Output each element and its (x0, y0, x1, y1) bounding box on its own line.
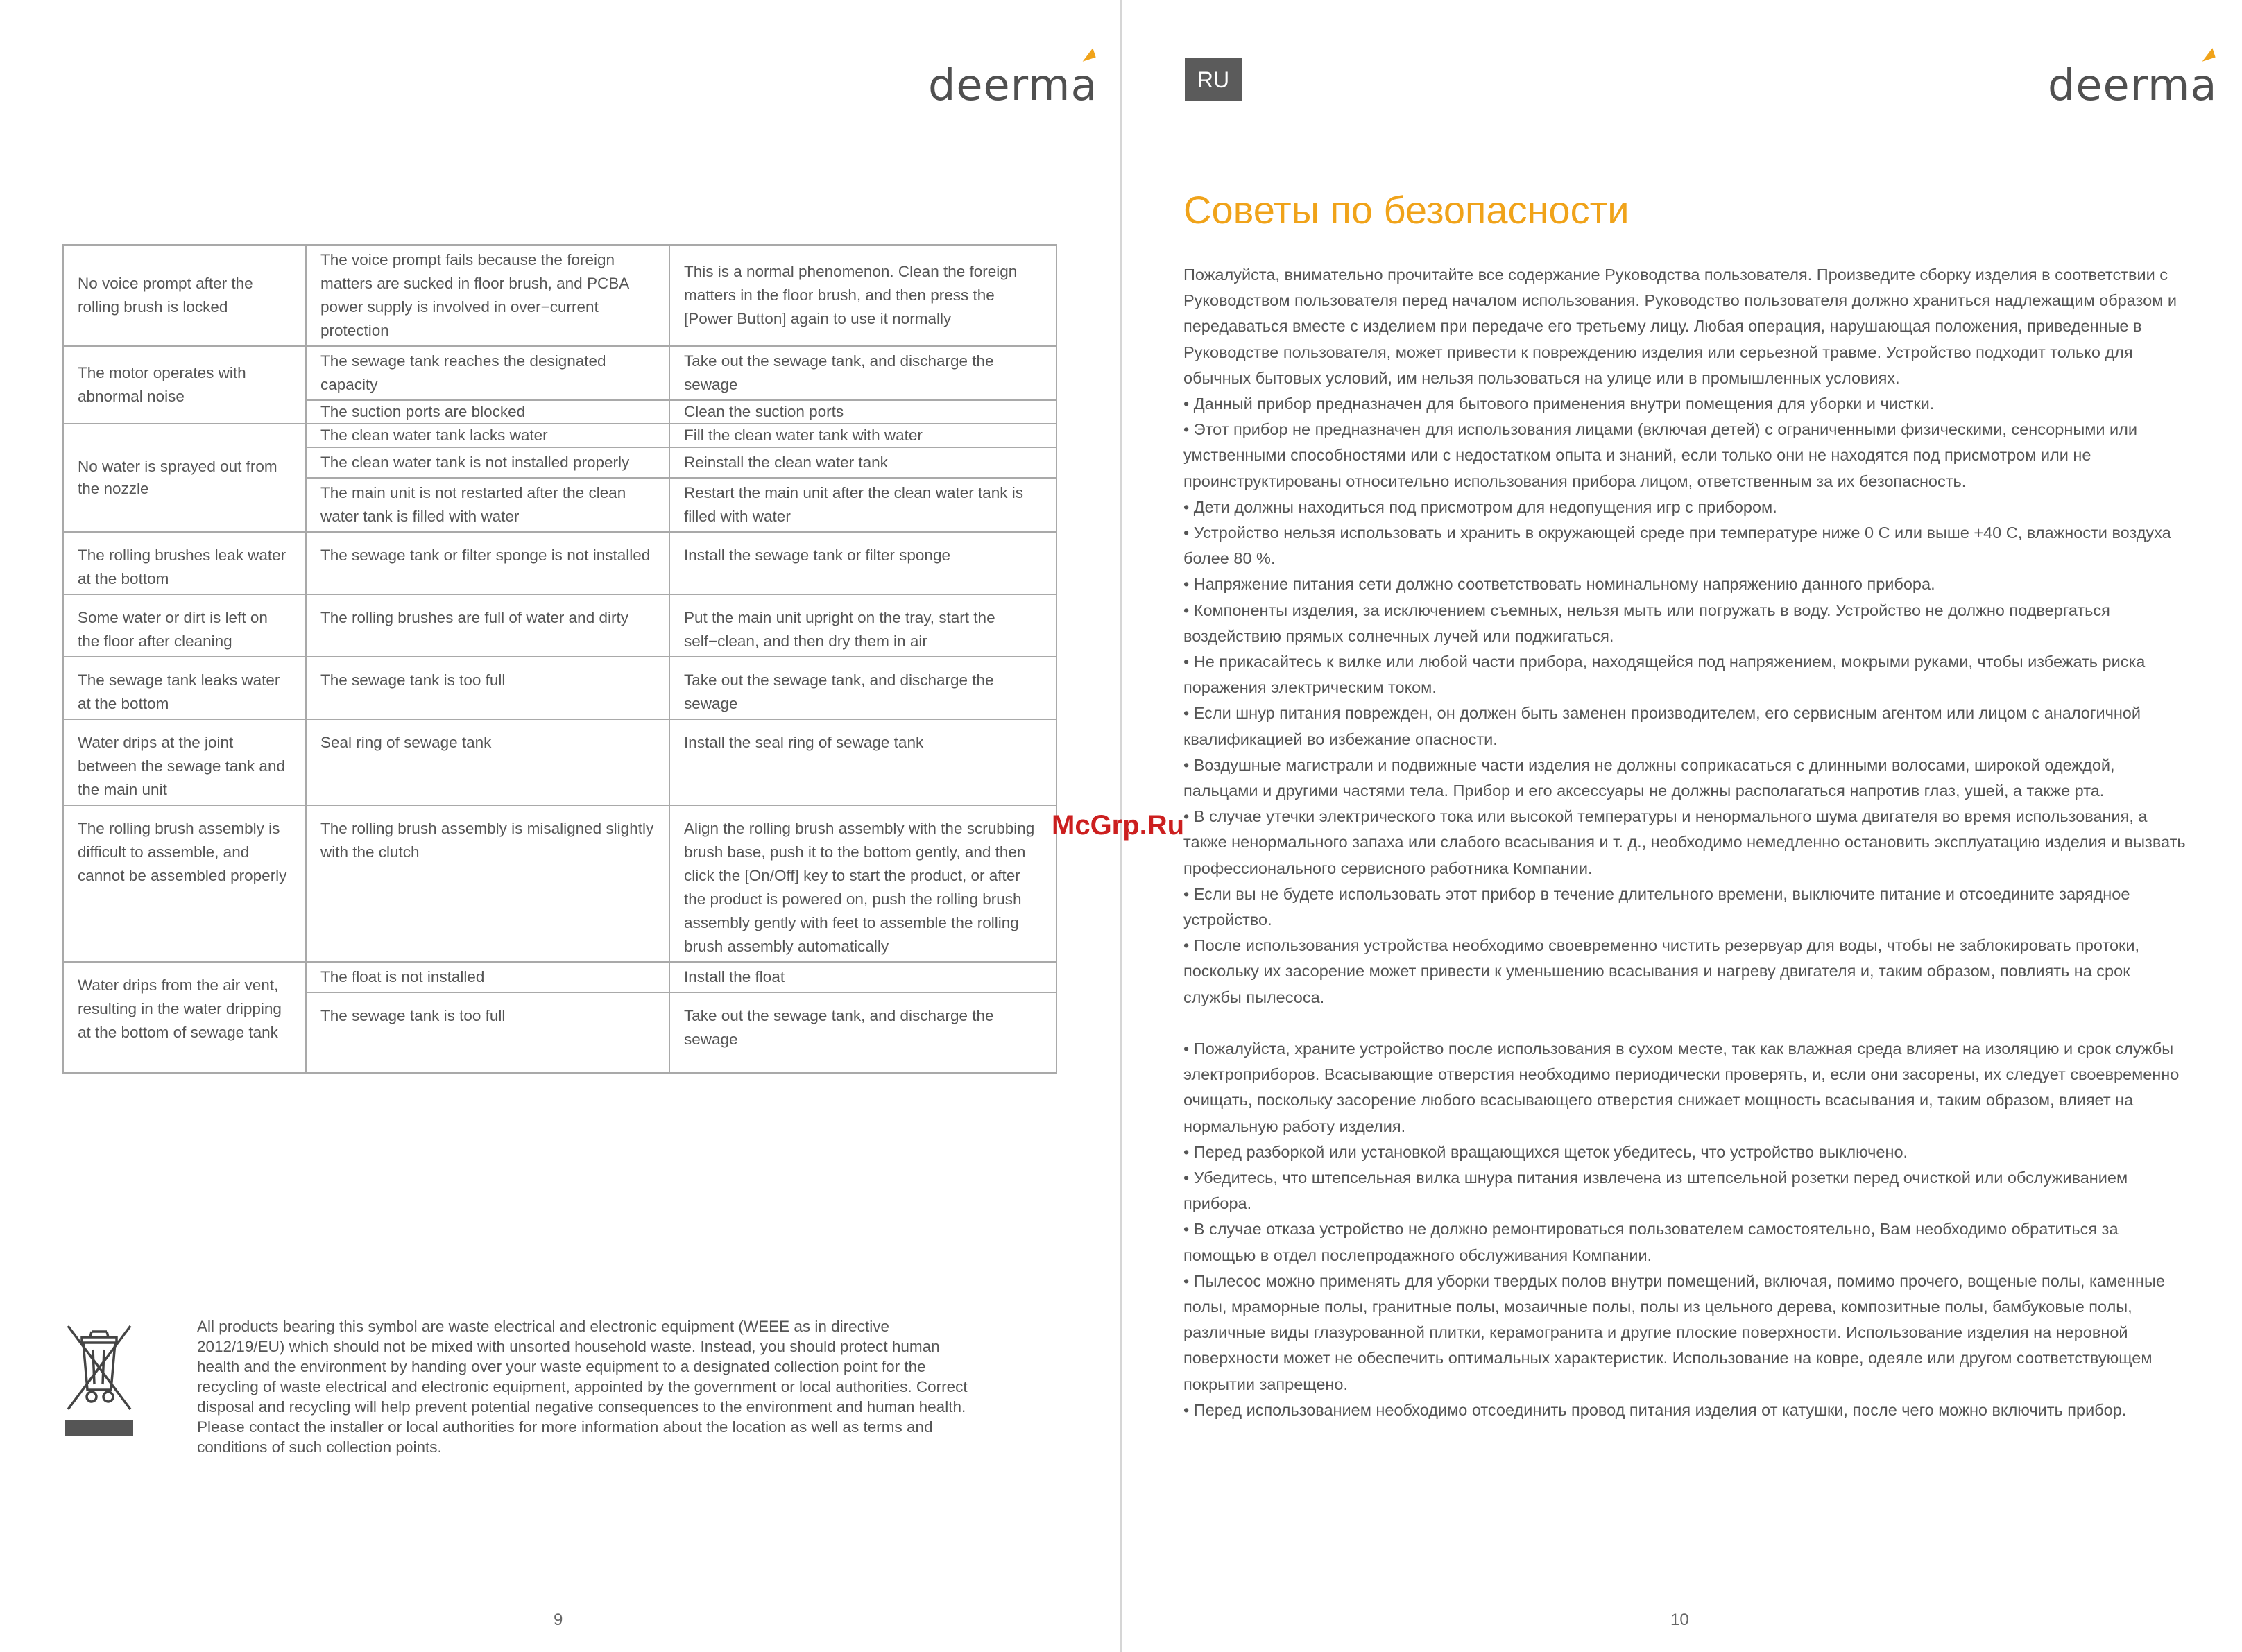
solution-cell: Fill the clean water tank with water (669, 424, 1056, 447)
symptom-cell: The rolling brushes leak water at the bottom (63, 532, 306, 594)
symptom-cell: Some water or dirt is left on the floor after cleaning (63, 594, 306, 657)
solution-cell: Put the main unit upright on the tray, start the self−clean, and then dry them in air (669, 594, 1056, 657)
paragraph: Пожалуйста, внимательно прочитайте все содержание Руководства пользователя. Произведите сборку изделия в соответствии с Руководством пользователя перед началом использования. Руководство пользователя должно храниться надлежащим образом и передаваться вместе с изделием при передаче его третьему лицу. Любая операция, нарушающая положения, приведенные в Руководстве пользователя, может привести к повреждению изделия или серьезной травме. Устройство подходит только для обычных бытовых условий, им нельзя пользоваться на улице или в промышленных условиях. (1183, 266, 2177, 387)
page-number: 9 (554, 1610, 563, 1629)
table-row (63, 805, 1056, 962)
page-number: 10 (1670, 1610, 1689, 1629)
watermark-link[interactable]: McGrp.Ru (1052, 810, 1185, 841)
bullet-item: • Если вы не будете использовать этот прибор в течение длительного времени, выключите питание и отсоедините зарядное устройство. (1183, 884, 2130, 929)
table-row (63, 532, 1056, 594)
brand-logo: deerma (2048, 60, 2217, 110)
solution-cell: Restart the main unit after the clean water tank is filled with water (669, 478, 1056, 532)
solution-cell: Take out the sewage tank, and discharge the sewage (669, 657, 1056, 719)
bullet-item: • В случае отказа устройство не должно ремонтироваться пользователем самостоятельно, Вам необходимо обратиться за помощью в отдел послепродажного обслуживания Компании. (1183, 1220, 2119, 1264)
solution-cell: Align the rolling brush assembly with the scrubbing brush base, push it to the bottom gently, and then click the [On/Off] key to start the product, or after the product is powered on, push the rolling brush assembly gently with feet to assemble the rolling brush assembly automatically (669, 805, 1056, 962)
cause-cell: The suction ports are blocked (306, 400, 669, 424)
bullet-item: • Пылесос можно применять для уборки твердых полов внутри помещений, включая, помимо прочего, вощеные полы, каменные полы, мраморные полы, гранитные полы, мозаичные полы, полы из цельного дерева, композитные полы, бамбуковые полы, различные виды глазурованной плитки, керамогранита и другие плоские поверхности. Использование изделия на неровной поверхности может не обеспечить оптимальных характеристик. Использование на ковре, одеяле или другом соответствующем покрытии запрещено. (1183, 1271, 2165, 1393)
table-row (63, 245, 1056, 346)
solution-cell: Clean the suction ports (669, 400, 1056, 424)
cause-cell: The sewage tank is too full (306, 657, 669, 719)
troubleshooting-table (62, 244, 1057, 1074)
cause-cell: The rolling brush assembly is misaligned slightly with the clutch (306, 805, 669, 962)
bullet-item: • Если шнур питания поврежден, он должен быть заменен производителем, его сервисным агентом или лицом с аналогичной квалификацией во избежание опасности. (1183, 704, 2141, 748)
solution-cell: Reinstall the clean water tank (669, 447, 1056, 478)
solution-cell: Install the seal ring of sewage tank (669, 719, 1056, 805)
cause-cell: The sewage tank or filter sponge is not installed (306, 532, 669, 594)
bullet-item: • Воздушные магистрали и подвижные части изделия не должны соприкасаться с длинными волосами, широкой одеждой, пальцами и другими частями тела. Прибор и его аксессуары не должны располагаться напротив глаз, ушей, а также рта. (1183, 755, 2115, 800)
paragraph-gap (1183, 1010, 2187, 1036)
bullet-item: • Этот прибор не предназначен для использования лицами (включая детей) с ограниченными физическими, сенсорными или умственными способностями или с недостатком опыта и знаний, если только они не находятся под присмотром или не проинструктированы относительно использования прибора лицом, ответственным за их безопасность. (1183, 420, 2137, 490)
symptom-cell: No water is sprayed out from the nozzle (63, 424, 306, 532)
solution-cell: Take out the sewage tank, and discharge the sewage (669, 992, 1056, 1073)
weee-notice: All products bearing this symbol are waste electrical and electronic equipment (WEEE as in directive 2012/19/EU) which should not be mixed with unsorted household waste. Instead, you should protect human health and the environment by handing over your waste equipment to a designated collection point for the recycling of waste electrical and electronic equipment, appointed by the government or local authorities. Correct disposal and recycling will help prevent potential negative consequences to the environment and human health. Please contact the installer or local authorities for more information about the location as well as terms and conditions of such collection points. (197, 1318, 968, 1456)
symptom-cell: Water drips from the air vent, resulting in the water dripping at the bottom of sewage tank (63, 962, 306, 1073)
cause-cell: The float is not installed (306, 962, 669, 992)
bullet-item: • Дети должны находиться под присмотром для недопущения игр с прибором. (1183, 497, 1777, 516)
bullet-item: • Пожалуйста, храните устройство после использования в сухом месте, так как влажная среда влияет на изоляцию и срок службы электроприборов. Всасывающие отверстия необходимо периодически проверять, и, если они засорены, их следует своевременно очищать, поскольку засорение любого всасывающего отверстия снижает мощность всасывания и, таким образом, влияет на нормальную работу изделия. (1183, 1039, 2180, 1135)
bullet-item: • Напряжение питания сети должно соответствовать номинальному напряжению данного прибора. (1183, 575, 1935, 594)
bullet-item: • Не прикасайтесь к вилке или любой части прибора, находящейся под напряжением, мокрыми руками, чтобы избежать риска поражения электрическим током. (1183, 653, 2146, 697)
cause-cell: The sewage tank is too full (306, 992, 669, 1073)
table-row (63, 424, 1056, 447)
section-title: Советы по безопасности (1183, 188, 1629, 232)
table-row (63, 962, 1056, 992)
symptom-cell: The sewage tank leaks water at the bottom (63, 657, 306, 719)
cause-cell: The rolling brushes are full of water and dirty (306, 594, 669, 657)
brand-logo: deerma (928, 60, 1097, 110)
bullet-item: • Компоненты изделия, за исключением съемных, нельзя мыть или погружать в воду. Устройство не должно подвергаться воздействию прямых солнечных лучей или поджигаться. (1183, 601, 2110, 645)
bullet-item: • Устройство нельзя использовать и хранить в окружающей среде при температуре ниже 0 С или выше +40 С, влажности воздуха более 80 %. (1183, 524, 2171, 568)
table-row (63, 657, 1056, 719)
solution-cell: Take out the sewage tank, and discharge the sewage (669, 346, 1056, 400)
bullet-item: • После использования устройства необходимо своевременно чистить резервуар для воды, чтобы не заблокировать протоки, поскольку их засорение может привести к уменьшению всасывания и нагреву двигателя и, таким образом, повлиять на срок службы пылесоса. (1183, 936, 2139, 1006)
cause-cell: The voice prompt fails because the foreign matters are sucked in floor brush, and PCBA power supply is involved in over−current protection (306, 245, 669, 346)
language-badge: RU (1185, 58, 1242, 101)
solution-cell: Install the sewage tank or filter sponge (669, 532, 1056, 594)
bullet-item: • Убедитесь, что штепсельная вилка шнура питания извлечена из штепсельной розетки перед очисткой или обслуживанием прибора. (1183, 1168, 2128, 1213)
symptom-cell: No voice prompt after the rolling brush is locked (63, 245, 306, 346)
cause-cell: Seal ring of sewage tank (306, 719, 669, 805)
cause-cell: The clean water tank lacks water (306, 424, 669, 447)
symptom-cell: The rolling brush assembly is difficult to assemble, and cannot be assembled properly (63, 805, 306, 962)
cause-cell: The main unit is not restarted after the clean water tank is filled with water (306, 478, 669, 532)
right-page (1122, 0, 2242, 1652)
cause-cell: The clean water tank is not installed properly (306, 447, 669, 478)
left-page (0, 0, 1120, 1652)
weee-crossed-bin-icon (62, 1322, 136, 1438)
table-row (63, 346, 1056, 400)
symptom-cell: Water drips at the joint between the sewage tank and the main unit (63, 719, 306, 805)
bullet-item: • В случае утечки электрического тока или высокой температуры и ненормального шума двигателя во время использования, а также ненормального запаха или слабого всасывания и т. д., необходимо немедленно остановить эксплуатацию изделия и вызвать профессионального сервисного работника Компании. (1183, 807, 2186, 877)
bullet-item: • Перед использованием необходимо отсоединить провод питания изделия от катушки, после чего можно включить прибор. (1183, 1400, 2127, 1419)
safety-text (1183, 262, 2187, 1423)
bullet-item: • Данный прибор предназначен для бытового применения внутри помещения для уборки и чистки. (1183, 395, 1935, 413)
solution-cell: This is a normal phenomenon. Clean the foreign matters in the floor brush, and then press the [Power Button] again to use it normally (669, 245, 1056, 346)
cause-cell: The sewage tank reaches the designated capacity (306, 346, 669, 400)
bullet-item: • Перед разборкой или установкой вращающихся щеток убедитесь, что устройство выключено. (1183, 1142, 1908, 1161)
solution-cell: Install the float (669, 962, 1056, 992)
table-row (63, 719, 1056, 805)
table-row (63, 594, 1056, 657)
symptom-cell: The motor operates with abnormal noise (63, 346, 306, 424)
